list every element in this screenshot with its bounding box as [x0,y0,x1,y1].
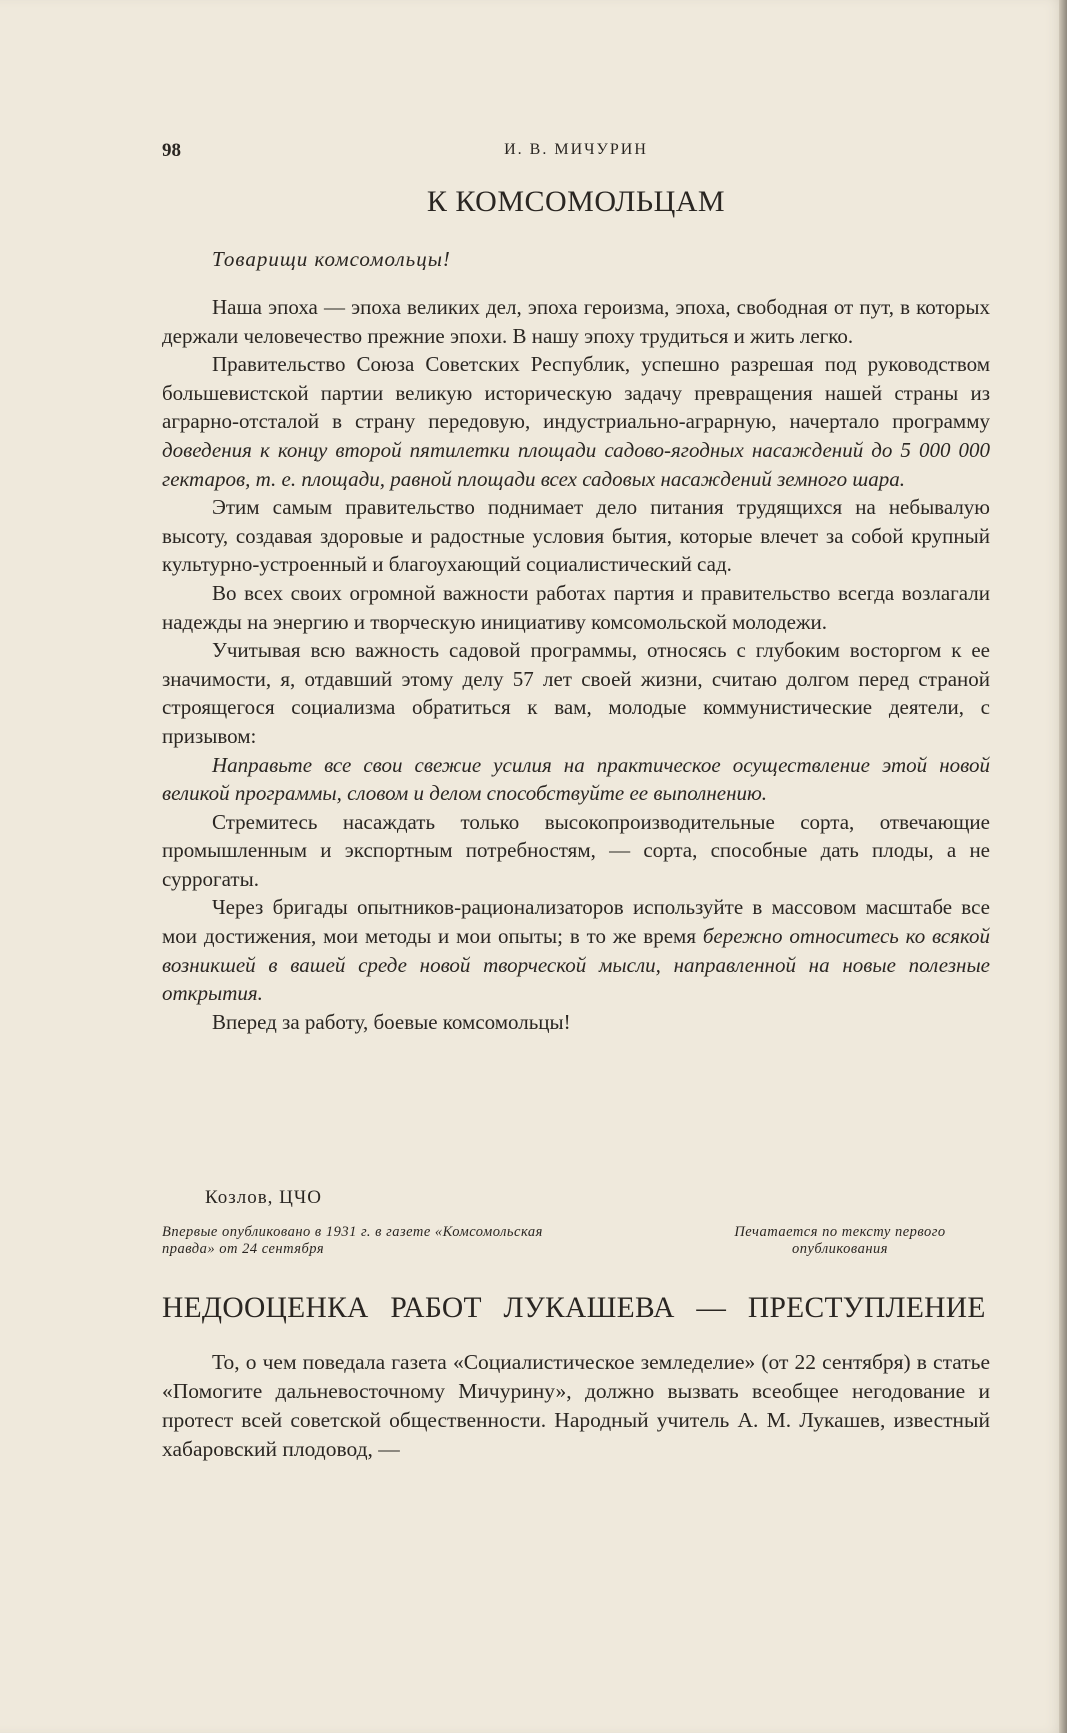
article-body [162,293,990,1036]
source-note: Печатается по тексту первого опубликования [734,1224,946,1257]
second-article-body [162,1348,990,1464]
paragraph [162,350,990,493]
paragraph: Учитывая всю важность садовой программы, относясь с глубоким восторгом к ее значимости, я, отдавший этому делу 57 лет своей жизни, считаю долгом перед страной строящегося социализма обратиться к вам, молодые коммунистические деятели, с призывом: [162,638,990,748]
paragraph-italic [162,751,990,808]
paragraph-emphasis: бережно относитесь ко всякой возникшей в вашей среде новой творческой мысли, направленной на новые полезные открытия. [162,924,990,1006]
article-title: К КОМСОМОЛЬЦАМ [426,185,726,218]
page-edge-shadow [1059,0,1067,1733]
paragraph: Этим самым правительство поднимает дело питания трудящихся на небывалую высоту, создавая здоровые и радостные условия бытия, которые влечет за собой крупный культурно-устроенный и благоухающий социалистический сад. [162,495,990,577]
publication-note: Впервые опубликовано в 1931 г. в газете «Комсомольская правда» от 24 сентября [162,1224,543,1257]
paragraph: Во всех своих огромной важности работах партия и правительство всегда возлагали надежды на энергию и творческую инициативу комсомольской молодежи. [162,580,990,634]
paragraph-emphasis: Направьте все свои свежие усилия на практическое осуществление этой новой великой программы, словом и делом способствуйте ее выполнению. [162,752,990,806]
paragraph-text: Правительство Союза Советских Республик, успешно разрешая под руководством большевистской партии великую историческую задачу превращения нашей страны из аграрно-отсталой в страну передовую, индустриально-аграрную, начертало программу [162,352,990,434]
paragraph-text: Через бригады опытников-рационализаторов используйте в массовом масштабе все мои достижения, мои методы и мои опыты; в то же время [162,895,990,949]
paragraph [162,893,990,1007]
paragraph: То, о чем поведала газета «Социалистическое земледелие» (от 22 сентября) в статье «Помогите дальневосточному Мичурину», должно вызвать всеобщее негодование и протест всей советской общественности. Народный учитель А. М. Лукашев, известный хабаровский плодовод, — [162,1350,990,1461]
salutation: Товарищи комсомольцы! [212,247,451,271]
page-header [162,140,990,164]
second-article-title: НЕДООЦЕНКА РАБОТ ЛУКАШЕВА — ПРЕСТУПЛЕНИЕ [162,1292,986,1324]
signature: Козлов, ЦЧО [205,1187,322,1208]
paragraph: Вперед за работу, боевые комсомольцы! [212,1009,571,1034]
paragraph-emphasis: доведения к концу второй пятилетки площади садово-ягодных насаждений до 5 000 000 гектаров, т. е. площади, равной площади всех садовых насаждений земного шара. [162,437,990,491]
running-title: И. В. МИЧУРИН [504,141,648,158]
page-number: 98 [162,140,181,161]
paragraph: Наша эпоха — эпоха великих дел, эпоха героизма, эпоха, свободная от пут, в которых держали человечество прежние эпохи. В нашу эпоху трудиться и жить легко. [162,295,990,348]
paragraph: Стремитесь насаждать только высокопроизводительные сорта, отвечающие промышленным и экспортным потребностям, — сорта, способные дать плоды, а не суррогаты. [162,809,990,891]
